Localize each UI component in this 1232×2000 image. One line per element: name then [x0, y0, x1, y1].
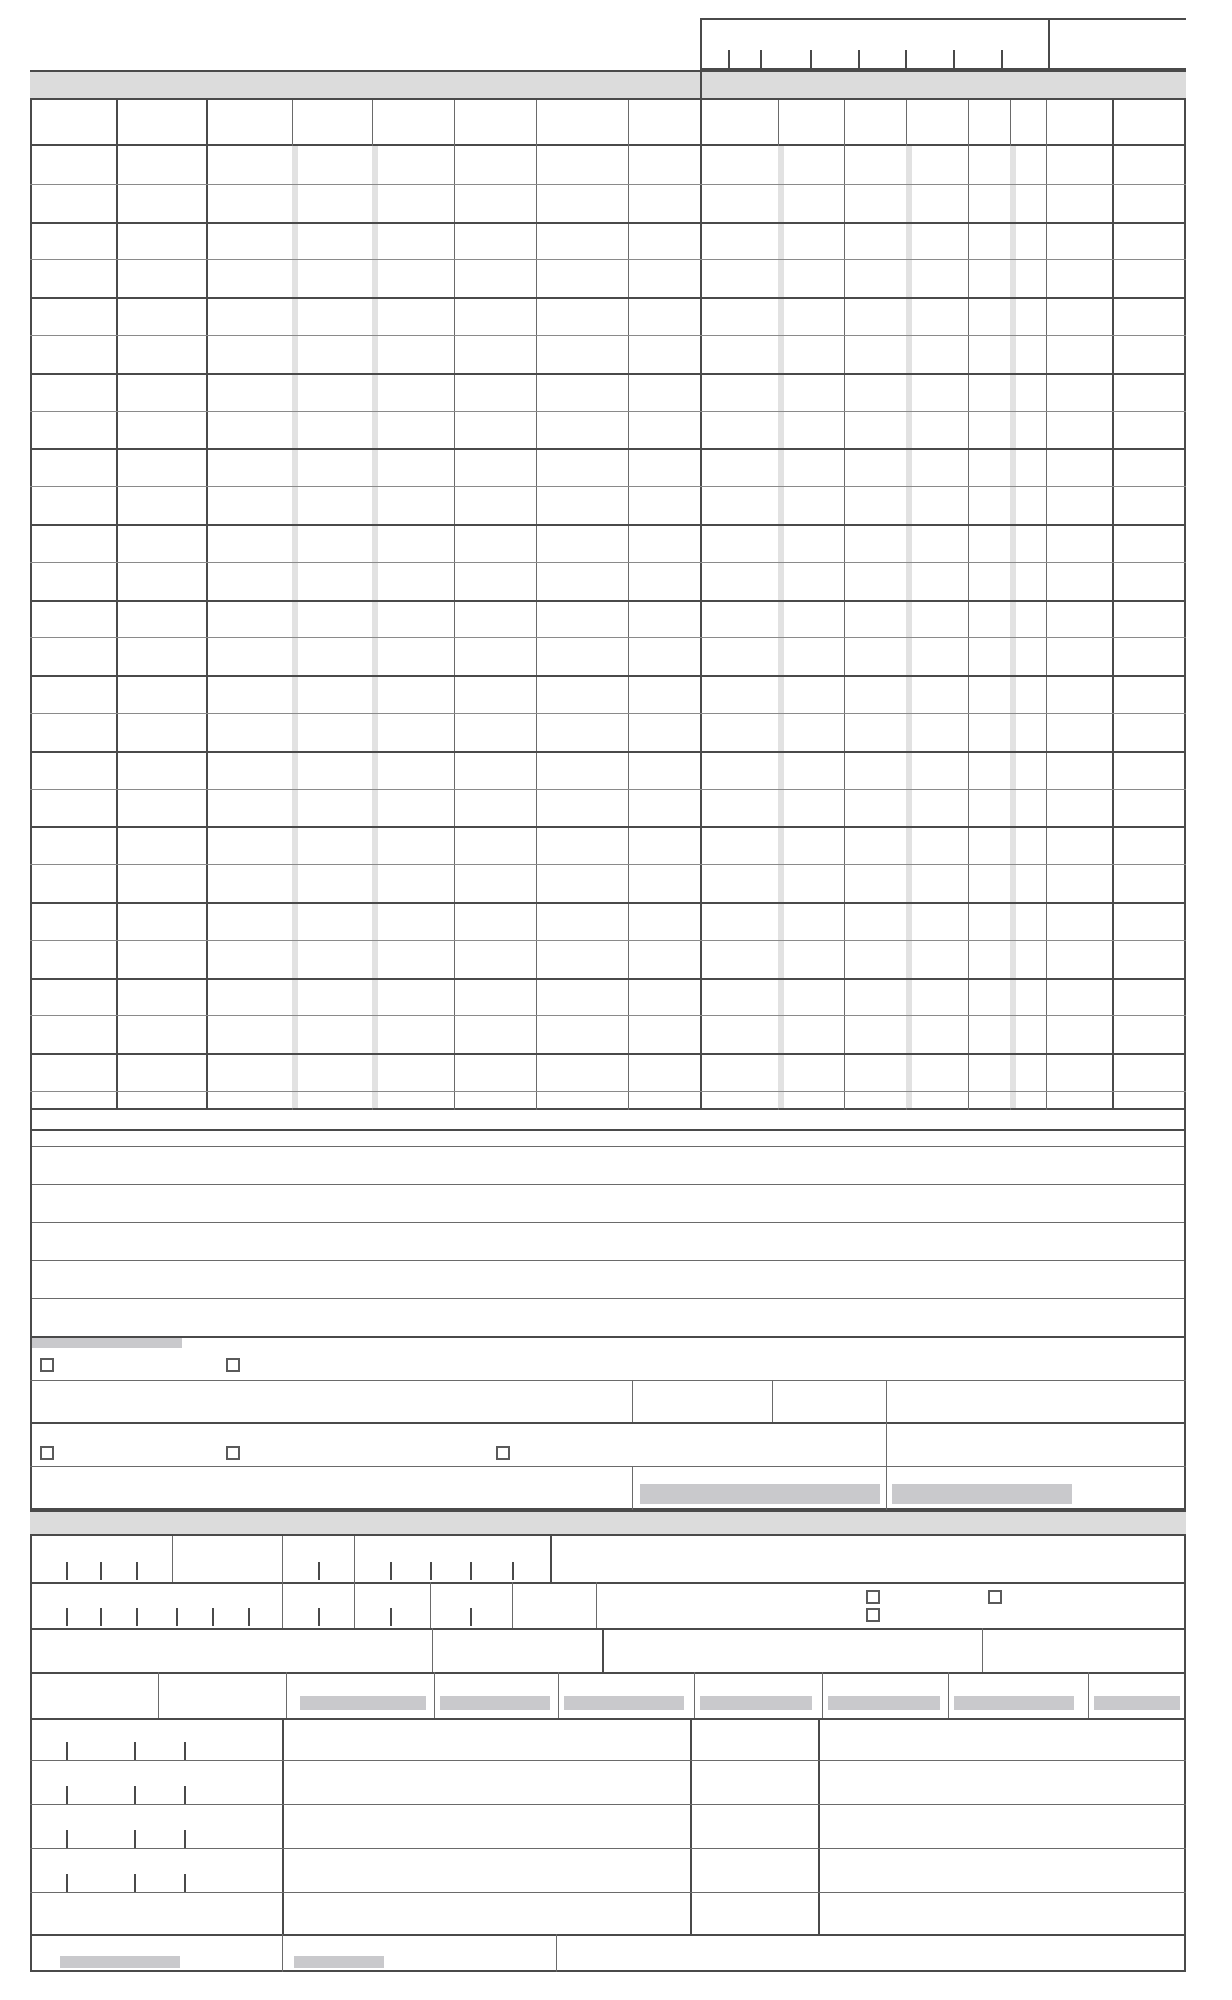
column-header: [972, 104, 1046, 142]
option-checkbox[interactable]: [40, 1446, 54, 1460]
lower-divider: [282, 1582, 283, 1628]
grid-row-line: [30, 373, 1186, 375]
remarks-box: [30, 1110, 1186, 1336]
top-box-tick: [760, 50, 762, 68]
lower-divider: [282, 1934, 283, 1972]
top-form-box: [700, 18, 1186, 70]
grid-col-line: [1112, 100, 1114, 1110]
lower-rule: [30, 1892, 1186, 1893]
section-c-band: [30, 1510, 1186, 1536]
lower-divider: [354, 1582, 355, 1628]
lower-tick: [184, 1786, 186, 1804]
lower-tick: [248, 1608, 250, 1626]
top-box-tick: [953, 50, 955, 68]
grid-row-line: [30, 562, 1186, 563]
lower-checkbox[interactable]: [866, 1608, 880, 1622]
grid-col-line: [700, 100, 702, 1110]
grid-col-line: [454, 100, 455, 1110]
grid-row-line: [30, 222, 1186, 224]
top-box-divider: [1048, 18, 1050, 70]
grid-row-line: [30, 1053, 1186, 1055]
lower-tick: [318, 1562, 320, 1580]
lower-tick: [184, 1742, 186, 1760]
lower-divider: [286, 1672, 287, 1718]
lower-tick: [134, 1742, 136, 1760]
column-header: [210, 104, 290, 142]
lower-checkbox[interactable]: [866, 1590, 880, 1604]
options-header-shade: [32, 1338, 182, 1348]
faint-grid-line: [778, 146, 784, 1108]
lower-divider: [434, 1672, 435, 1718]
field-divider: [886, 1380, 887, 1422]
lower-tick: [66, 1562, 68, 1580]
lower-tick: [470, 1562, 472, 1580]
lower-tick: [136, 1562, 138, 1580]
grid-col-line: [968, 100, 969, 1110]
options-rule: [30, 1466, 1186, 1467]
band-divider: [700, 70, 702, 100]
lower-divider: [596, 1582, 597, 1628]
lower-rule: [30, 1934, 1186, 1936]
grid-row-line: [30, 448, 1186, 450]
lower-tick: [184, 1874, 186, 1892]
column-header: [704, 104, 776, 142]
faint-grid-line: [906, 146, 912, 1108]
option-checkbox[interactable]: [226, 1358, 240, 1372]
grid-row-line: [30, 524, 1186, 526]
grid-row-line: [30, 486, 1186, 487]
lower-tick: [470, 1608, 472, 1626]
lower-tick: [390, 1562, 392, 1580]
lower-tick: [66, 1742, 68, 1760]
grid-row-line: [30, 864, 1186, 865]
lower-divider: [282, 1536, 283, 1582]
grid-col-line: [628, 100, 629, 1110]
column-header: [34, 104, 114, 142]
faint-grid-line: [372, 146, 378, 1108]
column-header: [296, 104, 370, 142]
lower-tick: [100, 1608, 102, 1626]
lower-tick: [512, 1562, 514, 1580]
lower-tick: [66, 1608, 68, 1626]
column-header: [910, 104, 968, 142]
field-divider: [632, 1380, 633, 1422]
grid-col-line: [844, 100, 845, 1110]
shaded-field: [700, 1696, 812, 1710]
grid-row-line: [30, 259, 1186, 260]
lower-tick: [66, 1786, 68, 1804]
faint-grid-line: [292, 146, 298, 1108]
lower-tick: [66, 1830, 68, 1848]
lower-divider: [430, 1582, 431, 1628]
shaded-field: [640, 1484, 880, 1504]
lower-tick: [212, 1608, 214, 1626]
lower-tick: [66, 1874, 68, 1892]
grid-row-line: [30, 411, 1186, 412]
column-header: [1118, 104, 1182, 142]
lower-tick: [134, 1786, 136, 1804]
shaded-field: [892, 1484, 1072, 1504]
lower-divider: [282, 1718, 284, 1934]
shaded-field: [954, 1696, 1074, 1710]
shaded-field: [1094, 1696, 1180, 1710]
lower-checkbox[interactable]: [988, 1590, 1002, 1604]
grid-col-line: [1046, 100, 1047, 1110]
lower-divider: [690, 1718, 692, 1934]
lower-divider: [1088, 1672, 1089, 1718]
lower-divider: [602, 1628, 604, 1672]
top-box-tick: [858, 50, 860, 68]
grid-row-line: [30, 751, 1186, 753]
shaded-field: [564, 1696, 684, 1710]
lower-divider: [822, 1672, 823, 1718]
shaded-field: [294, 1956, 384, 1968]
grid-row-line: [30, 675, 1186, 677]
lower-block: [30, 1536, 1186, 1972]
grid-row-line: [30, 978, 1186, 980]
field-divider: [772, 1380, 773, 1422]
field-divider: [632, 1466, 633, 1510]
top-box-tick: [810, 50, 812, 68]
lower-tick: [176, 1608, 178, 1626]
lower-divider: [694, 1672, 695, 1718]
column-header: [376, 104, 452, 142]
grid-row-line: [30, 297, 1186, 299]
lower-tick: [318, 1608, 320, 1626]
shaded-field: [440, 1696, 550, 1710]
lower-tick: [430, 1562, 432, 1580]
lower-divider: [172, 1536, 173, 1582]
grid-row-line: [30, 713, 1186, 714]
lower-divider: [158, 1672, 159, 1718]
column-header: [1050, 104, 1114, 142]
grid-row-line: [30, 184, 1186, 185]
column-header: [848, 104, 906, 142]
lower-divider: [556, 1934, 557, 1972]
section-title-band: [30, 70, 1186, 100]
column-header: [458, 104, 534, 142]
lower-divider: [512, 1582, 513, 1628]
grid-row-line: [30, 902, 1186, 904]
lower-divider: [982, 1628, 983, 1672]
shaded-field: [828, 1696, 940, 1710]
options-rule: [30, 1422, 1186, 1424]
top-box-tick: [1001, 50, 1003, 68]
grid-row-line: [30, 600, 1186, 602]
column-header: [782, 104, 844, 142]
top-box-tick: [728, 50, 730, 68]
lower-tick: [184, 1830, 186, 1848]
column-header: [540, 104, 626, 142]
lower-rule: [30, 1628, 1186, 1630]
column-header: [632, 104, 696, 142]
column-header: [120, 104, 204, 142]
lower-tick: [100, 1562, 102, 1580]
lower-tick: [134, 1830, 136, 1848]
grid-row-line: [30, 826, 1186, 828]
faint-grid-line: [1010, 146, 1016, 1108]
shaded-field: [60, 1956, 180, 1968]
lower-divider: [432, 1628, 433, 1672]
lower-rule: [30, 1804, 1186, 1805]
grid-row-line: [30, 637, 1186, 638]
lower-divider: [948, 1672, 949, 1718]
lower-rule: [30, 1718, 1186, 1720]
option-checkbox[interactable]: [40, 1358, 54, 1372]
grid-col-line: [116, 100, 118, 1110]
lower-rule: [30, 1848, 1186, 1849]
option-checkbox[interactable]: [226, 1446, 240, 1460]
grid-row-line: [30, 789, 1186, 790]
option-checkbox[interactable]: [496, 1446, 510, 1460]
grid-row-line: [30, 940, 1186, 941]
lower-rule: [30, 1582, 1186, 1584]
shaded-field: [300, 1696, 426, 1710]
lower-rule: [30, 1760, 1186, 1761]
grid-row-line: [30, 1091, 1186, 1092]
lower-rule: [30, 1672, 1186, 1674]
lower-divider: [550, 1536, 552, 1582]
lower-tick: [390, 1608, 392, 1626]
grid-row-line: [30, 1015, 1186, 1016]
lower-divider: [818, 1718, 820, 1934]
grid-row-line: [30, 335, 1186, 336]
lower-divider: [354, 1536, 355, 1582]
top-box-tick: [905, 50, 907, 68]
lower-tick: [134, 1874, 136, 1892]
options-rule: [30, 1380, 1186, 1381]
lower-tick: [136, 1608, 138, 1626]
lower-divider: [558, 1672, 559, 1718]
grid-col-line: [206, 100, 208, 1110]
grid-col-line: [536, 100, 537, 1110]
